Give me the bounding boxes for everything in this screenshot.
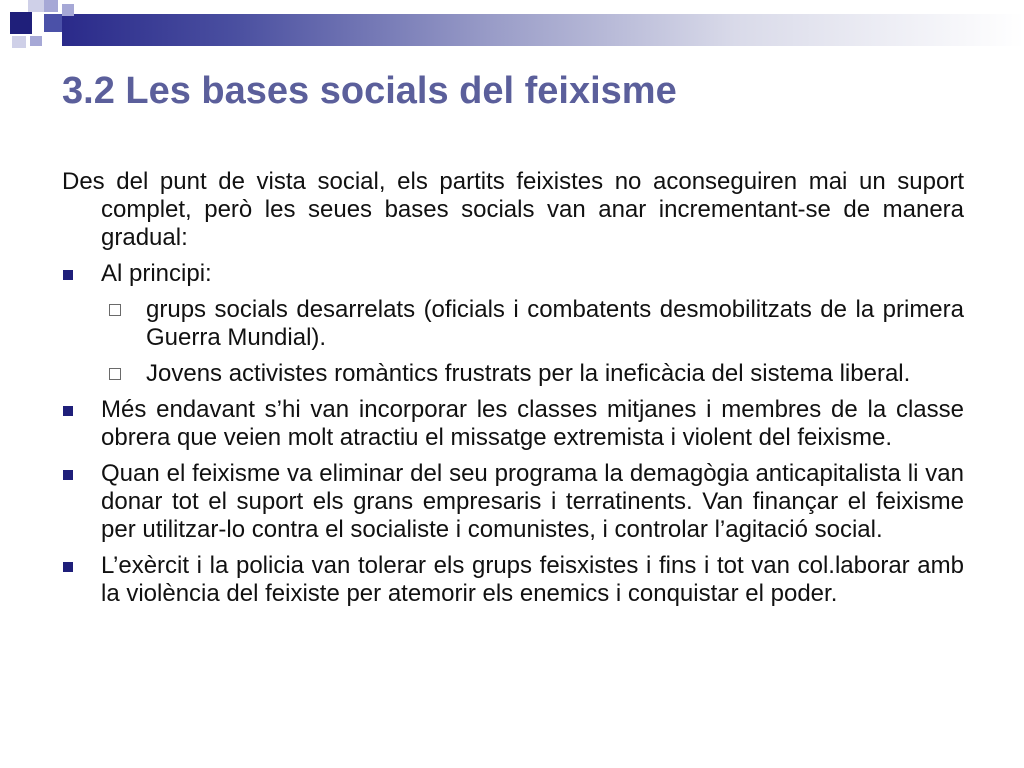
filled-square-bullet-icon xyxy=(63,470,73,480)
bullet-item xyxy=(62,396,964,452)
decor-square-icon xyxy=(30,36,42,46)
decor-square-icon xyxy=(10,12,32,34)
decor-square-icon xyxy=(28,0,44,12)
bullet-text: Quan el feixisme va eliminar del seu programa la demagògia anticapitalista li van donar tot el suport els grans empresaris i terratinents. Van finançar el feixisme per utilitzar-lo contra el socialiste i comunistes, i controlar l’agitació social. xyxy=(101,460,964,543)
decor-square-icon xyxy=(12,36,26,48)
bullet-item xyxy=(62,552,964,608)
hollow-square-bullet-icon xyxy=(109,304,121,316)
decor-square-icon xyxy=(44,14,62,32)
decor-square-icon xyxy=(44,0,58,12)
sub-bullet-text: grups socials desarrelats (oficials i combatents desmobilitzats de la primera Guerra Mundial). xyxy=(146,296,964,351)
decor-square-icon xyxy=(62,4,74,16)
sub-bullet-item xyxy=(62,296,964,352)
hollow-square-bullet-icon xyxy=(109,368,121,380)
bullet-item xyxy=(62,260,964,288)
slide-body xyxy=(62,168,964,616)
header-gradient-bar xyxy=(62,14,1024,46)
bullet-text: Al principi: xyxy=(101,260,212,287)
slide-title: 3.2 Les bases socials del feixisme xyxy=(62,70,677,112)
bullet-text: L’exèrcit i la policia van tolerar els grups feisxistes i fins i tot van col.laborar amb la violència del feixiste per atemorir els enemics i conquistar el poder. xyxy=(101,552,964,607)
bullet-item xyxy=(62,460,964,544)
filled-square-bullet-icon xyxy=(63,270,73,280)
header-decoration xyxy=(0,0,1024,50)
filled-square-bullet-icon xyxy=(63,406,73,416)
sub-bullet-item xyxy=(62,360,964,388)
intro-paragraph: Des del punt de vista social, els partits feixistes no aconseguiren mai un suport complet, però les seues bases socials van anar incrementant-se de manera gradual: xyxy=(62,168,964,251)
filled-square-bullet-icon xyxy=(63,562,73,572)
sub-bullet-text: Jovens activistes romàntics frustrats per la ineficàcia del sistema liberal. xyxy=(146,360,911,387)
bullet-text: Més endavant s’hi van incorporar les classes mitjanes i membres de la classe obrera que veien molt atractiu el missatge extremista i violent del feixisme. xyxy=(101,396,964,451)
